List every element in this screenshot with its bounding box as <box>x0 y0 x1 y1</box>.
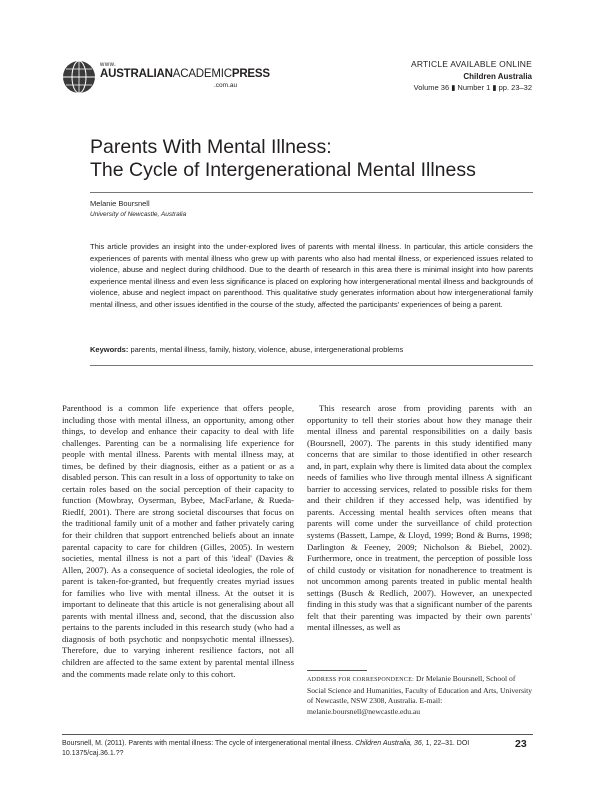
journal-name: Children Australia <box>463 71 532 81</box>
title-line-2: The Cycle of Intergenerational Mental Illness <box>90 159 476 181</box>
globe-icon <box>62 60 96 94</box>
article-title <box>90 136 530 182</box>
correspondence-divider <box>307 670 367 671</box>
abstract: This article provides an insight into the under-explored lives of parents with mental illness. In particular, this article considers the experiences of parents with mental illness who grew up with parents who also had mental illness, or experienced issues related to violence, abuse and neglect during childhood. Due to the dearth of research in this area there is minimal insight into how parents experience mental illness and even less significance is placed on exploring how intergenerational mental illness and backgrounds of violence, abuse and neglect impact on parenthood. This qualitative study generates information about how intergenerational family mental illness, and other issues identified in the course of the study, affected the participants' experiences of being a parent. <box>90 242 533 309</box>
keywords <box>90 345 533 354</box>
title-line-1: Parents With Mental Illness: <box>90 136 332 158</box>
journal-info <box>411 59 532 94</box>
availability-label: ARTICLE AVAILABLE ONLINE <box>410 59 532 69</box>
body-column-left: Parenthood is a common life experience that offers people, including those with mental illness, an opportunity, among other things, to develop and enhance their capacity to deal with life challenges. Parenting can be a normalising life experience for people with mental illness. Parents with mental illness may, at times, be defined by their diagnosis, either as a patient or as a disabled person. This can result in a loss of opportunity to take on certain roles based on the social perception of their capacity to function (Mowbray, Oyserman, Bybee, MacFarlane, & Rueda-Riedlf, 2001). There are strong societal discourses that focus on the traditional family unit of a mother and father privately caring for their children that support entrenched beliefs about an innate parental capacity to care for children (Gilles, 2005). In western societies, mental illness is not a part of this 'ideal' (Davies & Allen, 2007). As a consequence of societal ideologies, the role of parent is taken-for-granted, but frequently creates myriad issues for families who live with mental illness. At the outset it is important to delineate that this article is not generalising about all parents with mental illness and, second, that the discussion also pertains to the parents included in this research study (who had a diagnosis of both psychotic and nonpsychotic mental illnesses). Therefore, due to varying inherent resilience factors, not all children are affected to the same extent by parental mental illness and the comments made relate only to this cohort. <box>62 403 294 679</box>
correspondence-text: Dr Melanie Boursnell, School of Social Science and Humanities, Faculty of Education and Arts, University of Newcastle, NSW 2308, Australia. E-mail: melanie.boursnell@newcastle.edu.au <box>307 674 533 716</box>
title-divider <box>90 192 533 193</box>
publisher-logo <box>62 60 270 96</box>
citation: Boursnell, M. (2011). Parents with mental illness: The cycle of intergenerational mental illness. Children Australia, 36, 1, 22–31. DOI 10.1375/caj.36.1.?? <box>62 740 470 757</box>
page-number: 23 <box>515 738 527 750</box>
correspondence-note <box>307 674 533 717</box>
logo-www: www. <box>100 62 117 68</box>
keywords-label: Keywords: <box>90 345 129 354</box>
logo-brand: AUSTRALIANACADEMICPRESS <box>100 68 270 80</box>
volume-info: Volume 36 ▮ Number 1 ▮ pp. 23–32 <box>413 83 532 92</box>
logo-domain: .com.au <box>214 82 238 89</box>
author-name: Melanie Boursnell <box>90 199 150 208</box>
keywords-divider <box>90 365 533 366</box>
correspondence-label: ADDRESS FOR CORRESPONDENCE: <box>307 677 415 683</box>
body-column-right: This research arose from providing parents with an opportunity to tell their stories about how they manage their mental illness and parental responsibilities on a daily basis (Boursnell, 2007). The parents in this study identified many concerns that are similar to those identified in other research and, in part, explain why there is limited data about the complex needs of families who live through mental illness A significant barrier to accessing services, related to possible risks for them and their children if they accessed help, was identified by parents. Accessing mental health services often means that parents will come under the surveillance of child protection systems (Bassett, Lampe, & Lloyd, 1999; Bond & Burns, 1998; Darlington & Feeney, 2009; Nicholson & Biebel, 2002). Furthermore, once in treatment, the perception of possible loss of child custody or visitation for nonadherence to treatment is not uncommon among parents treated in public mental health settings (Busch & Redlich, 2007). However, an unexpected finding in this study was that a significant number of the parents felt that their parenting was impacted by their own parents' mental illnesses, as well as <box>307 403 532 633</box>
footer-divider <box>62 734 533 735</box>
keywords-list: parents, mental illness, family, history, violence, abuse, intergenerational problems <box>130 345 404 354</box>
author-affiliation: University of Newcastle, Australia <box>90 211 187 218</box>
